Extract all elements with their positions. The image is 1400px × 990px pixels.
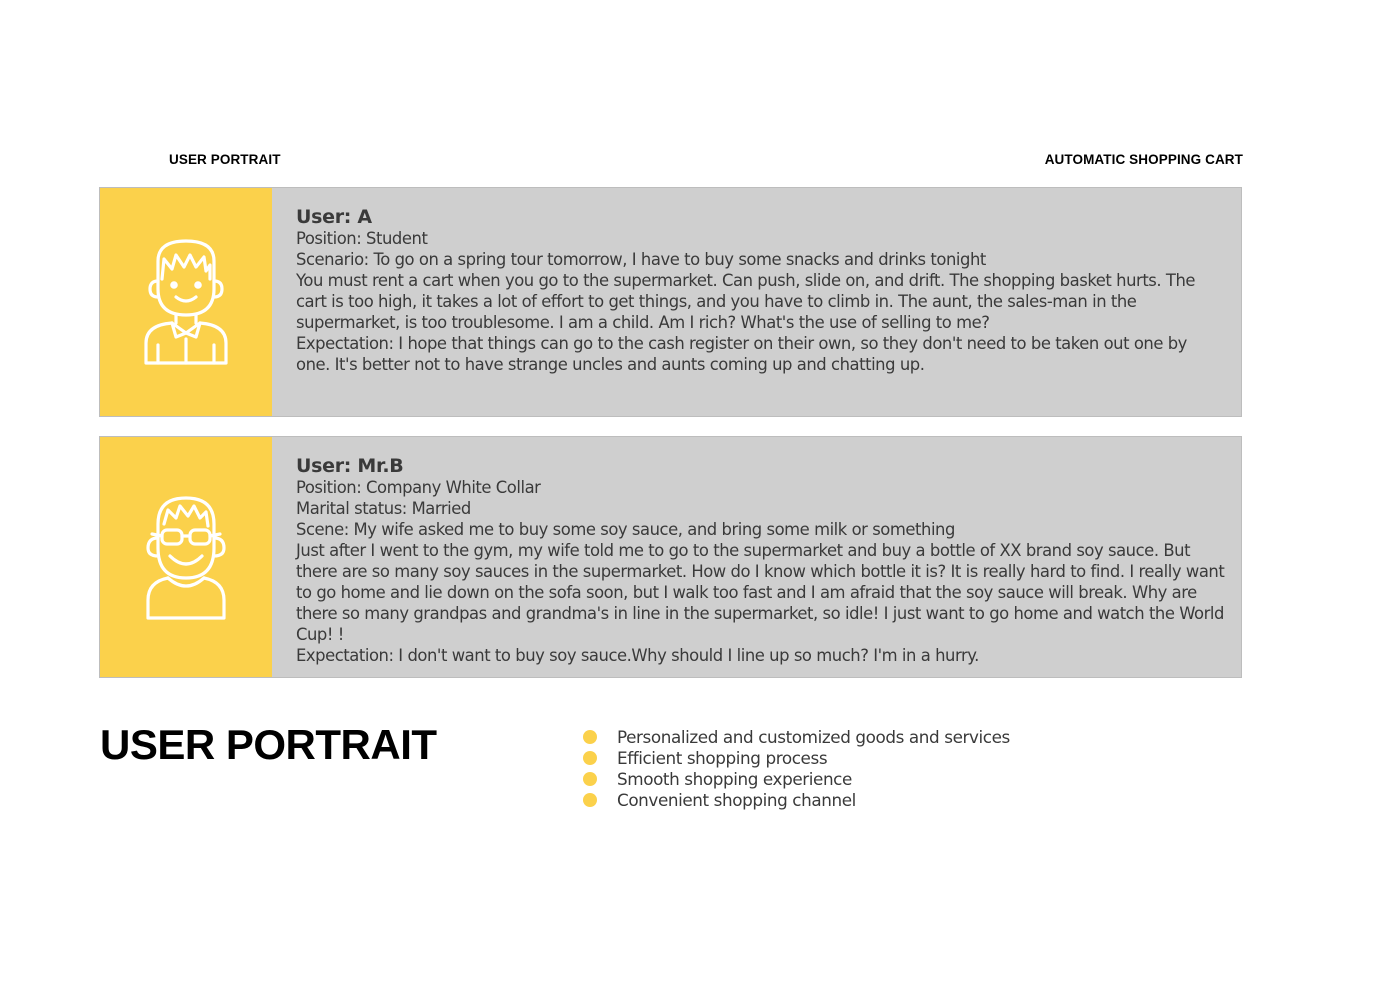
user-a-icon-panel [100, 188, 272, 416]
header-right-title: AUTOMATIC SHOPPING CART [1044, 152, 1243, 167]
user-card-b [99, 436, 1242, 678]
list-item [583, 789, 1010, 810]
header-left-title: USER PORTRAIT [169, 152, 281, 167]
user-a-expectation: Expectation: I hope that things can go to the cash register on their own, so they don't need to be taken out one by one. It's better not to have strange uncles and aunts coming up and chatting up. [296, 334, 1187, 374]
user-b-expectation: Expectation: I don't want to buy soy sauce.Why should I line up so much? I'm in a hurry. [296, 646, 979, 665]
user-b-story: Just after I went to the gym, my wife told me to go to the supermarket and buy a bottle of XX brand soy sauce. But there are so many soy sauces in the supermarket. How do I know which bottle it is? It is really hard to find. I really want to go home and lie down on the sofa soon, but I walk too fast and I am afraid that the soy sauce will break. Why are there so many grandpas and grandma's in line in the supermarket, so idle! I just want to go home and watch the World Cup! ! [296, 541, 1225, 644]
man-with-glasses-avatar-icon [144, 494, 228, 620]
list-item [583, 726, 1010, 747]
user-a-scenario: Scenario: To go on a spring tour tomorrow, I have to buy some snacks and drinks tonight [296, 250, 986, 269]
user-b-scene: Scene: My wife asked me to buy some soy sauce, and bring some milk or something [296, 520, 955, 539]
bullet-text: Personalized and customized goods and services [617, 726, 1010, 747]
bullet-dot-icon [583, 751, 597, 765]
user-b-text [272, 437, 1241, 677]
user-b-name: User: Mr.B [296, 455, 404, 477]
list-item [583, 747, 1010, 768]
student-avatar-icon [142, 239, 230, 365]
bullet-text: Smooth shopping experience [617, 768, 852, 789]
summary-bullet-list [583, 726, 1010, 810]
user-card-a [99, 187, 1242, 417]
user-a-name: User: A [296, 206, 372, 228]
user-a-position: Position: Student [296, 229, 428, 248]
summary-title: USER PORTRAIT [100, 721, 437, 768]
bullet-dot-icon [583, 793, 597, 807]
user-a-story: You must rent a cart when you go to the supermarket. Can push, slide on, and drift. The shopping basket hurts. The cart is too high, it takes a lot of effort to get things, and you have to climb in. The aunt, the sales-man in the supermarket, is too troublesome. I am a child. Am I rich? What's the use of selling to me? [296, 271, 1196, 332]
user-b-icon-panel [100, 437, 272, 677]
bullet-text: Convenient shopping channel [617, 789, 856, 810]
list-item [583, 768, 1010, 789]
bullet-dot-icon [583, 772, 597, 786]
bullet-text: Efficient shopping process [617, 747, 828, 768]
user-b-position: Position: Company White Collar [296, 478, 541, 497]
user-a-text [272, 188, 1241, 416]
user-b-marital-status: Marital status: Married [296, 499, 471, 518]
bullet-dot-icon [583, 730, 597, 744]
